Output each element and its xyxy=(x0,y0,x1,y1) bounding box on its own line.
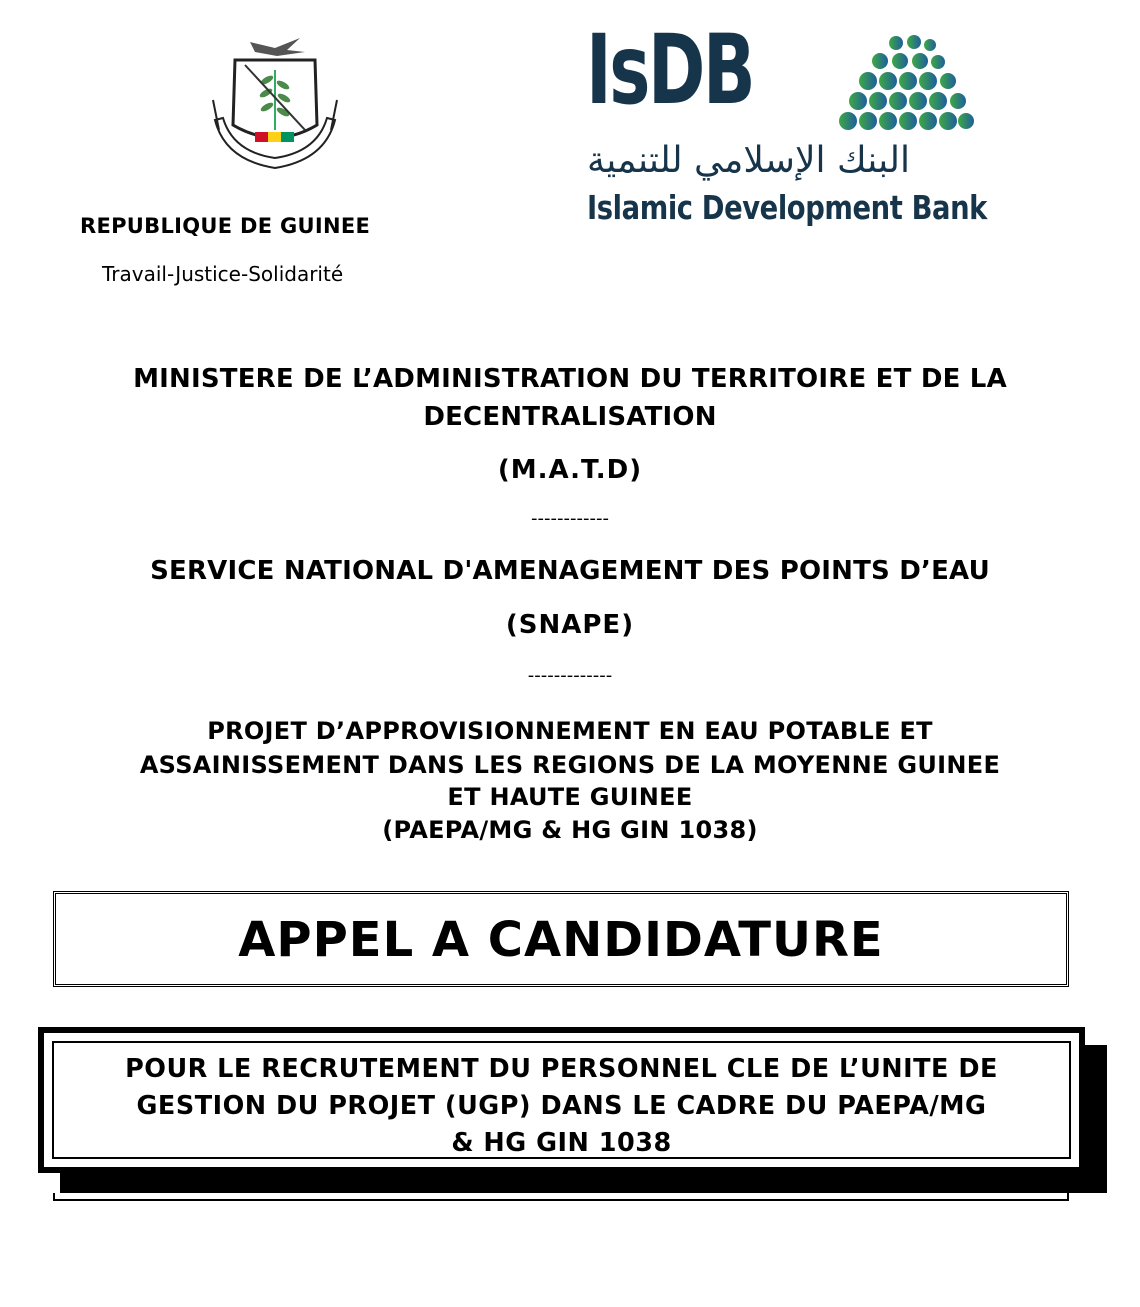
ministry-name: MINISTERE DE L’ADMINISTRATION DU TERRITOIRE ET DE LA DECENTRALISATION xyxy=(133,364,1007,432)
guinea-coat-of-arms-icon xyxy=(205,30,345,180)
appel-box xyxy=(53,891,1069,987)
recruitment-line: & HG GIN 1038 xyxy=(451,1128,672,1158)
recruitment-text xyxy=(54,1051,1069,1162)
appel-title: APPEL A CANDIDATURE xyxy=(238,912,884,968)
isdb-wordmark: IsDB xyxy=(586,14,754,126)
guinea-emblem xyxy=(205,30,345,180)
ministry-acronym: (M.A.T.D) xyxy=(497,455,643,485)
recruitment-line: GESTION DU PROJET (UGP) DANS LE CADRE DU PAEPA/MG xyxy=(136,1091,987,1121)
isdb-arabic-name: البنك الإسلامي للتنمية xyxy=(587,140,910,181)
project-title xyxy=(0,714,1140,848)
project-title-line: ASSAINISSEMENT DANS LES REGIONS DE LA MOYENNE GUINEE xyxy=(139,751,1001,779)
project-title-line: (PAEPA/MG & HG GIN 1038) xyxy=(382,816,758,844)
globe-icon xyxy=(818,26,978,141)
country-name: REPUBLIQUE DE GUINEE xyxy=(80,214,371,238)
isdb-logo xyxy=(543,14,1013,234)
recruitment-inner-frame xyxy=(52,1041,1071,1159)
separator: ------------ xyxy=(531,508,609,529)
service-acronym: (SNAPE) xyxy=(505,610,635,640)
separator: ------------- xyxy=(527,665,613,686)
project-title-line: PROJET D’APPROVISIONNEMENT EN EAU POTABLE ET xyxy=(207,717,933,745)
divider xyxy=(53,1193,1069,1201)
project-title-line: ET HAUTE GUINEE xyxy=(447,783,693,811)
isdb-english-name: Islamic Development Bank xyxy=(587,188,987,227)
national-motto: Travail-Justice-Solidarité xyxy=(102,262,344,286)
service-name: SERVICE NATIONAL D'AMENAGEMENT DES POINTS D’EAU xyxy=(150,556,990,586)
recruitment-line: POUR LE RECRUTEMENT DU PERSONNEL CLE DE L’UNITE DE xyxy=(125,1054,998,1084)
recruitment-box xyxy=(38,1027,1085,1173)
